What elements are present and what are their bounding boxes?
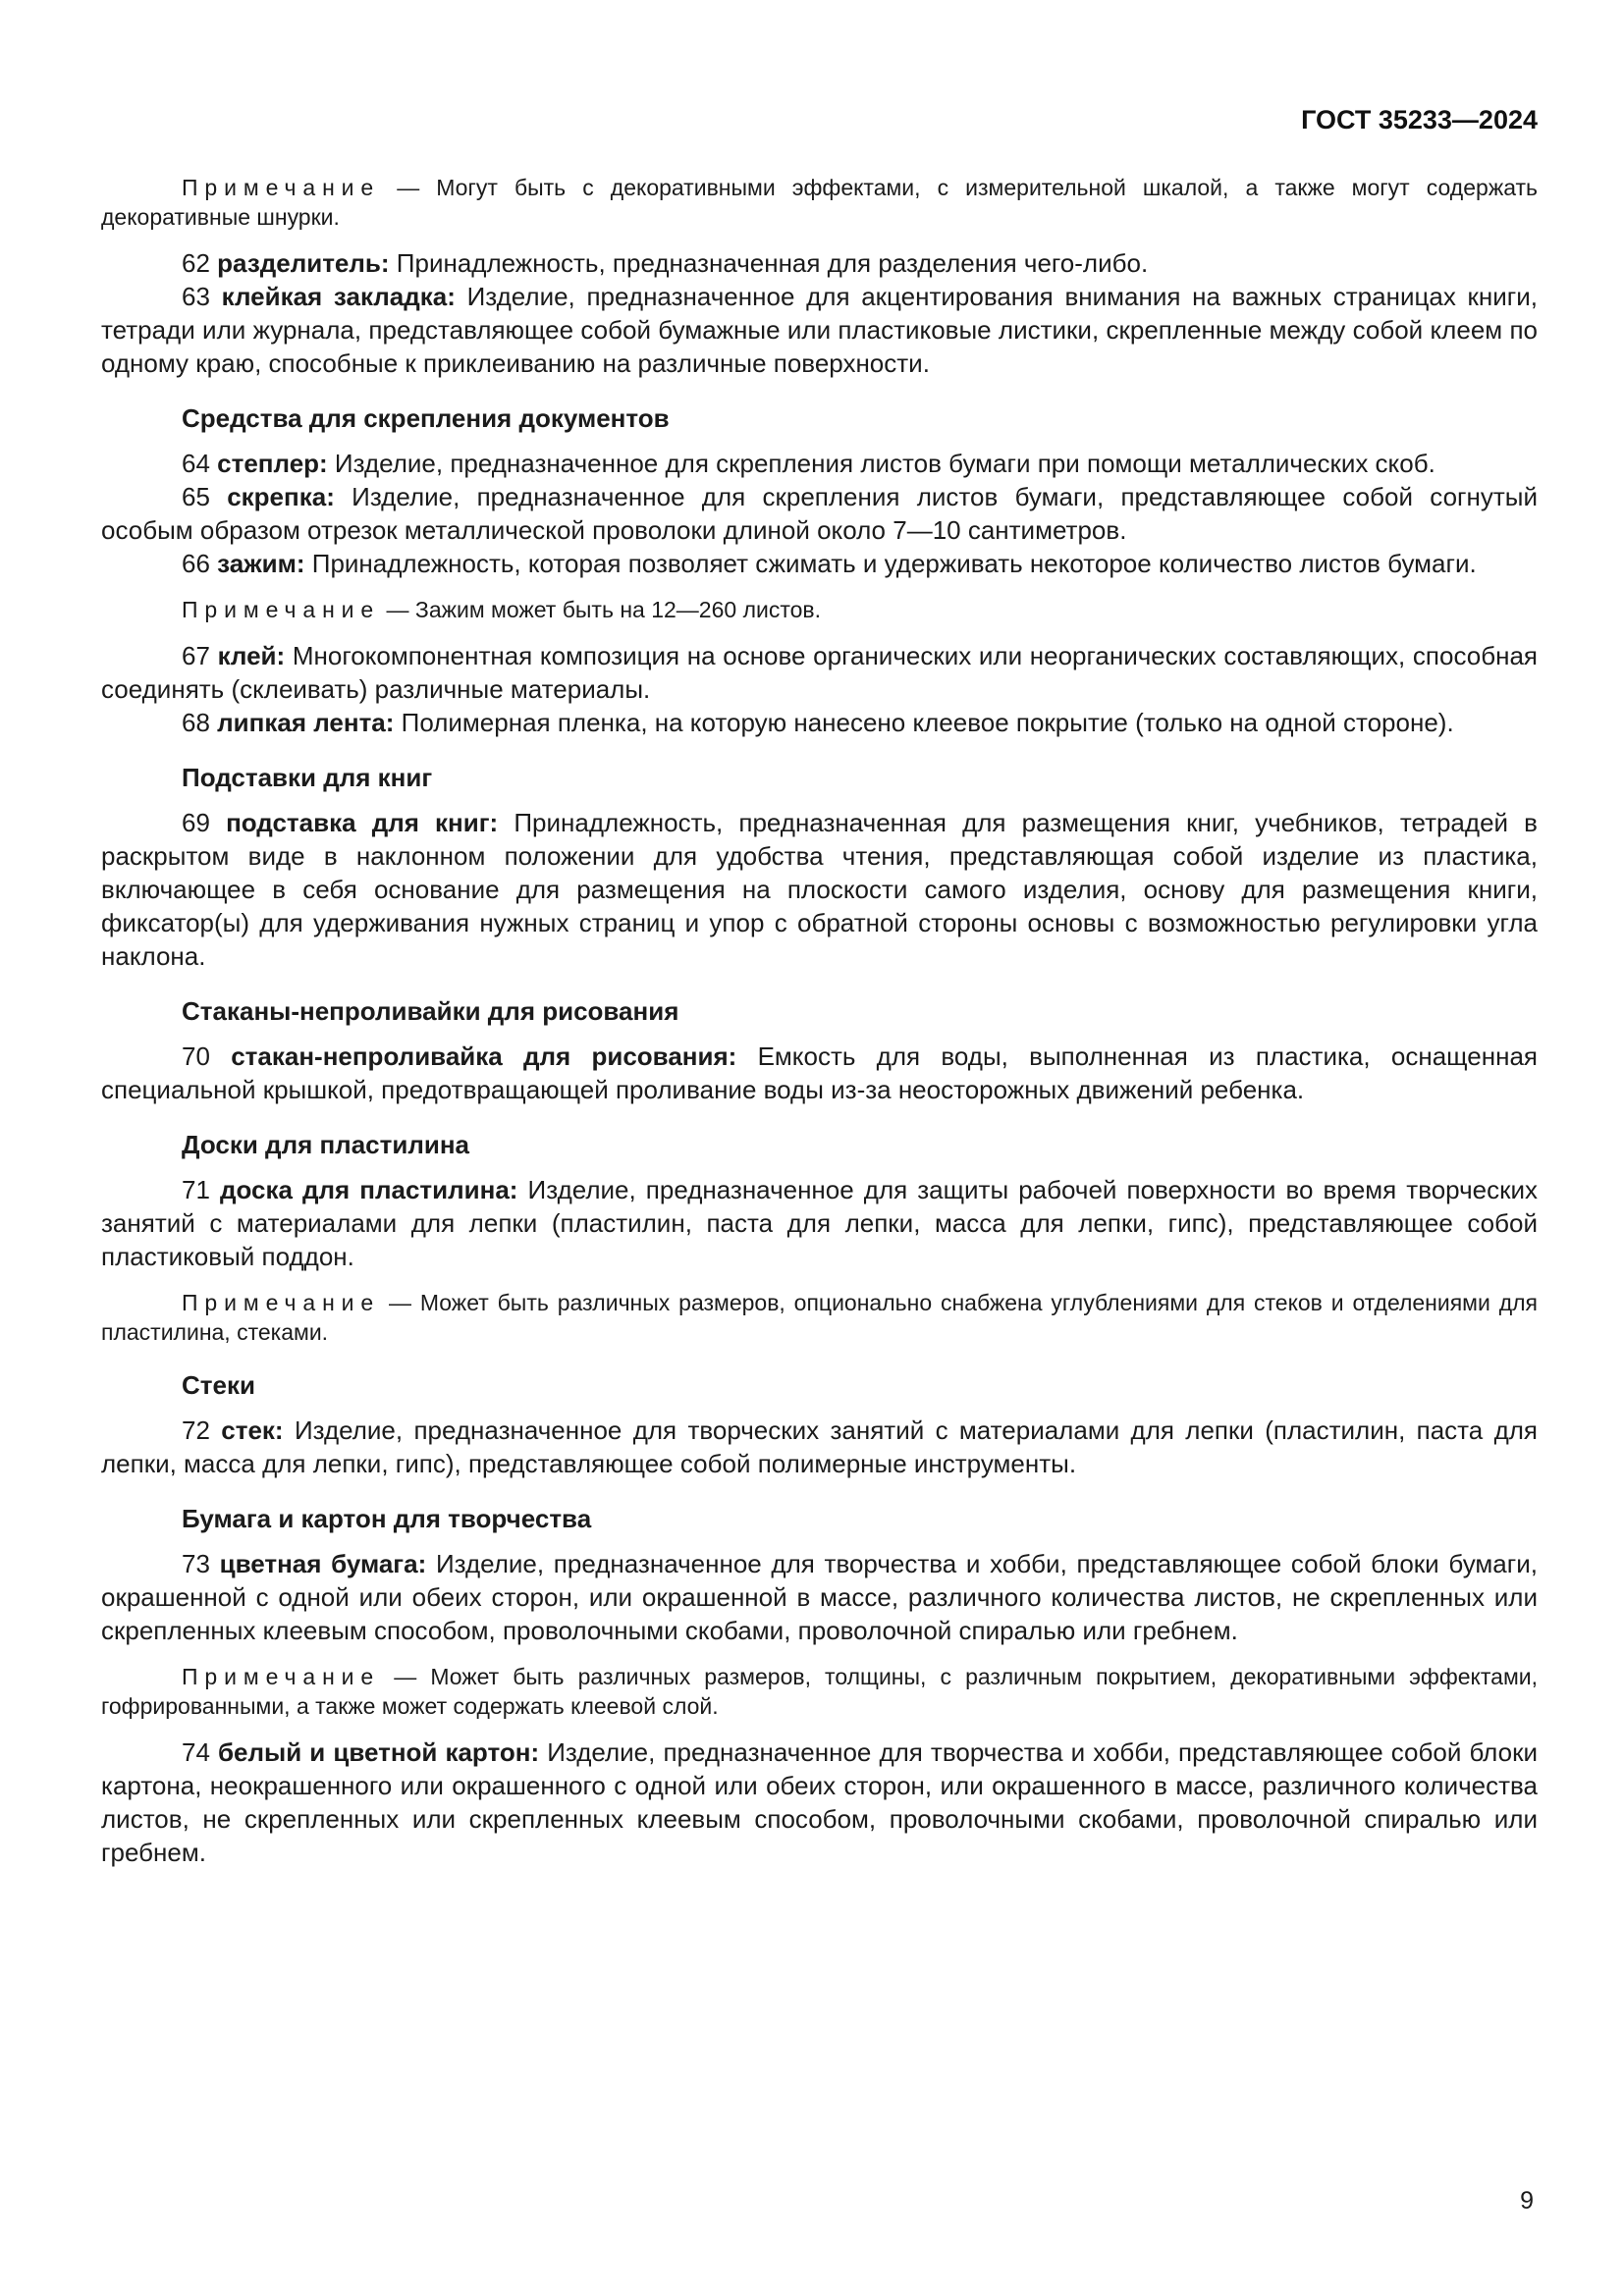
term-entry: [101, 547, 1538, 580]
term-definition: Принадлежность, предназначенная для разделения чего-либо.: [396, 248, 1149, 278]
term-number: 71: [182, 1175, 210, 1204]
term-name: скрепка:: [227, 482, 335, 511]
term-entry: [101, 1040, 1538, 1106]
term-name: стакан-непроливайка для рисования:: [231, 1041, 737, 1071]
term-entry: [101, 1547, 1538, 1647]
term-definition: Изделие, предназначенное для акцентирования внимания на важных страницах книги, тетради или журнала, представляющее собой бумажные или пластиковые листики, скрепленные между собой клеем по одному краю, способные к приклеиванию на различные поверхности.: [101, 282, 1538, 378]
term-name: доска для пластилина:: [219, 1175, 518, 1204]
note: [101, 173, 1538, 232]
term-number: 69: [182, 808, 210, 837]
term-entry: [101, 1173, 1538, 1273]
document-header: [101, 104, 1538, 135]
note-text: — Зажим может быть на 12—260 листов.: [386, 597, 822, 622]
term-number: 68: [182, 708, 210, 737]
term-definition: Принадлежность, которая позволяет сжимать и удерживать некоторое количество листов бумаги.: [311, 549, 1477, 578]
term-name: липкая лента:: [217, 708, 395, 737]
note: [101, 1288, 1538, 1347]
term-entry: [101, 639, 1538, 706]
term-name: цветная бумага:: [219, 1549, 427, 1578]
term-number: 62: [182, 248, 210, 278]
term-definition: Многокомпонентная композиция на основе органических или неорганических составляющих, способная соединять (склеивать) различные материалы.: [101, 641, 1538, 704]
term-name: степлер:: [217, 449, 328, 478]
note: [101, 595, 1538, 624]
term-definition: Изделие, предназначенное для творчества и хобби, представляющее собой блоки картона, неокрашенного или окрашенного с одной или обеих сторон, или окрашенного в массе, различного количества листов, не скрепленных или скрепленных клеевым способом, проволочными скобами, проволочной спиралью или гребнем.: [101, 1737, 1538, 1867]
term-name: клей:: [217, 641, 286, 670]
term-definition: Изделие, предназначенное для творчества и хобби, представляющее собой блоки бумаги, окрашенной с одной или обеих сторон, или окрашенной в массе, различного количества листов, не скрепленных или скрепленных клеевым способом, проволочными скобами, проволочной спиралью или гребнем.: [101, 1549, 1538, 1645]
document-content: [101, 173, 1538, 1869]
standard-number: ГОСТ 35233—2024: [1301, 105, 1538, 134]
term-definition: Принадлежность, предназначенная для размещения книг, учебников, тетрадей в раскрытом виде в наклонном положении для удобства чтения, представляющая собой изделие из пластика, включающее в себя основание для размещения на плоскости самого изделия, основу для размещения книги, фиксатор(ы) для удерживания нужных страниц и упор с обратной стороны основы с возможностью регулировки угла наклона.: [101, 808, 1538, 971]
note-text: — Может быть различных размеров, опционально снабжена углублениями для стеков и отделениями для пластилина, стеками.: [101, 1290, 1538, 1345]
term-entry: [101, 1414, 1538, 1480]
term-number: 74: [182, 1737, 210, 1767]
note-label: Примечание: [182, 1664, 381, 1689]
section-heading: Стеки: [182, 1370, 255, 1400]
term-definition: Изделие, предназначенное для защиты рабочей поверхности во время творческих занятий с материалами для лепки (пластилин, паста для лепки, масса для лепки, гипс), представляющее собой пластиковый поддон.: [101, 1175, 1538, 1271]
term-name: подставка для книг:: [226, 808, 499, 837]
term-number: 66: [182, 549, 210, 578]
term-name: разделитель:: [217, 248, 390, 278]
term-entry: [101, 447, 1538, 480]
term-name: зажим:: [217, 549, 305, 578]
term-name: клейкая закладка:: [221, 282, 456, 311]
page-number: 9: [1520, 2187, 1534, 2215]
term-name: стек:: [221, 1415, 284, 1445]
term-entry: [101, 706, 1538, 739]
section-heading: Доски для пластилина: [182, 1130, 469, 1159]
term-entry: [101, 1735, 1538, 1869]
term-entry: [101, 806, 1538, 973]
section-heading: Стаканы-непроливайки для рисования: [182, 996, 679, 1026]
section-heading: Подставки для книг: [182, 763, 433, 792]
term-definition: Полимерная пленка, на которую нанесено клеевое покрытие (только на одной стороне).: [401, 708, 1454, 737]
note-label: Примечание: [182, 1290, 381, 1315]
term-entry: [101, 246, 1538, 280]
term-entry: [101, 480, 1538, 547]
term-number: 72: [182, 1415, 210, 1445]
term-definition: Изделие, предназначенное для скрепления листов бумаги при помощи металлических скоб.: [334, 449, 1435, 478]
note: [101, 1662, 1538, 1721]
note-label: Примечание: [182, 597, 381, 622]
term-number: 65: [182, 482, 210, 511]
note-text: — Может быть различных размеров, толщины, с различным покрытием, декоративными эффектами, гофрированными, а также может содержать клеевой слой.: [101, 1664, 1538, 1719]
section-heading: Средства для скрепления документов: [182, 403, 670, 433]
term-number: 64: [182, 449, 210, 478]
section-heading: Бумага и картон для творчества: [182, 1504, 592, 1533]
term-number: 63: [182, 282, 210, 311]
term-number: 70: [182, 1041, 210, 1071]
term-definition: Изделие, предназначенное для скрепления листов бумаги, представляющее собой согнутый особым образом отрезок металлической проволоки длиной около 7—10 сантиметров.: [101, 482, 1538, 545]
term-definition: Емкость для воды, выполненная из пластика, оснащенная специальной крышкой, предотвращающей проливание воды из-за неосторожных движений ребенка.: [101, 1041, 1538, 1104]
note-text: — Могут быть с декоративными эффектами, с измерительной шкалой, а также могут содержать декоративные шнурки.: [101, 175, 1539, 230]
term-name: белый и цветной картон:: [218, 1737, 540, 1767]
note-label: Примечание: [182, 175, 381, 200]
term-number: 73: [182, 1549, 210, 1578]
term-number: 67: [182, 641, 210, 670]
term-entry: [101, 280, 1538, 380]
term-definition: Изделие, предназначенное для творческих занятий с материалами для лепки (пластилин, паста для лепки, масса для лепки, гипс), представляющее собой полимерные инструменты.: [101, 1415, 1538, 1478]
